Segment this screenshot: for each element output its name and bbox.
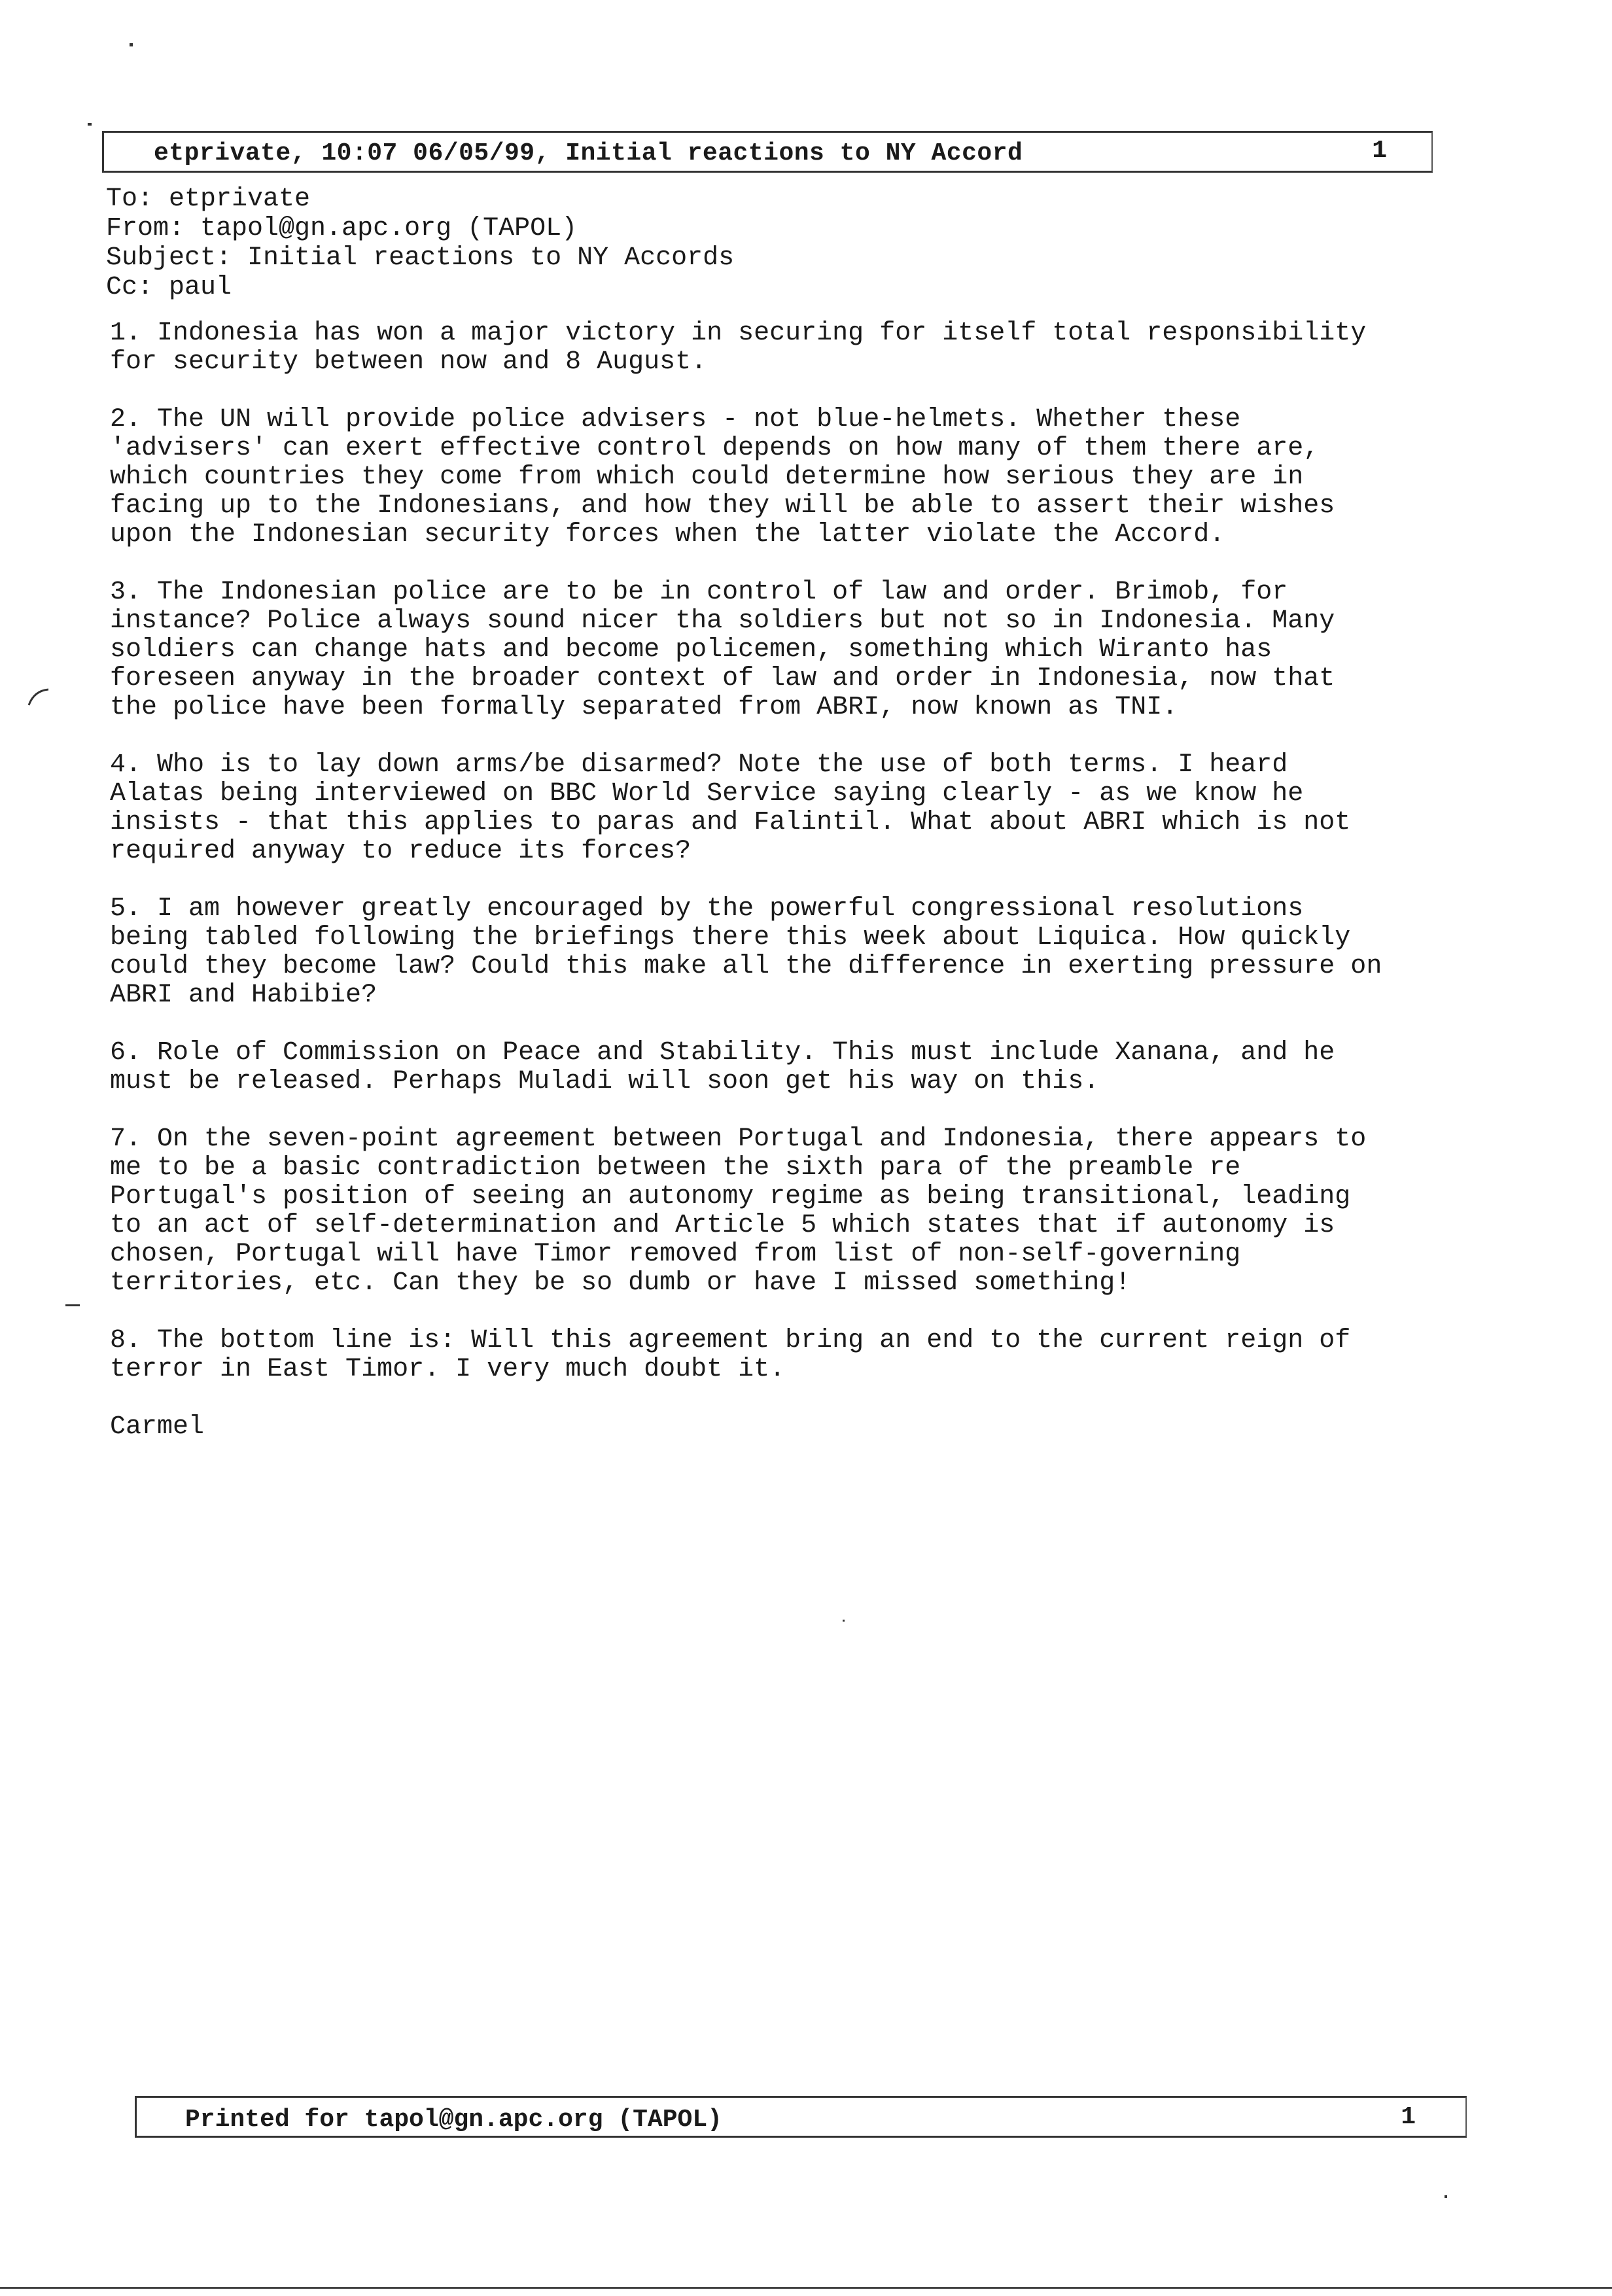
subject-line: Subject: Initial reactions to NY Accords <box>106 243 735 273</box>
signature: Carmel <box>110 1412 205 1442</box>
to-line: To: etprivate <box>106 184 311 214</box>
scan-speck <box>130 43 133 46</box>
body-paragraph-4: 4. Who is to lay down arms/be disarmed? Note the use of both terms. I heard Alatas being interviewed on BBC World Service saying clearly - as we know he insists - that this applies to paras and Falintil. What about ABRI which is not required anyway to reduce its forces? <box>110 750 1351 866</box>
scan-speck <box>88 123 92 126</box>
page-bottom-edge <box>0 2287 1612 2289</box>
body-paragraph-6: 6. Role of Commission on Peace and Stability. This must include Xanana, and he must be released. Perhaps Muladi will soon get his way on this. <box>110 1038 1335 1096</box>
print-footer-box <box>135 2096 1467 2138</box>
header-page-number: 1 <box>1372 137 1387 165</box>
margin-dash-mark <box>65 1304 80 1306</box>
printed-for-label: Printed for tapol@gn.apc.org (TAPOL) <box>185 2106 722 2134</box>
body-paragraph-1: 1. Indonesia has won a major victory in securing for itself total responsibility for security between now and 8 August. <box>110 319 1367 377</box>
message-header-box <box>102 131 1433 173</box>
body-paragraph-5: 5. I am however greatly encouraged by the powerful congressional resolutions being tabled following the briefings there this week about Liquica. How quickly could they become law? Could this make all the difference in exerting pressure on ABRI and Habibie? <box>110 894 1382 1010</box>
margin-pen-mark <box>26 684 52 710</box>
from-line: From: tapol@gn.apc.org (TAPOL) <box>106 214 578 243</box>
cc-line: Cc: paul <box>106 273 232 302</box>
body-paragraph-8: 8. The bottom line is: Will this agreement bring an end to the current reign of terror in East Timor. I very much doubt it. <box>110 1326 1351 1384</box>
body-paragraph-2: 2. The UN will provide police advisers - not blue-helmets. Whether these 'advisers' can exert effective control depends on how many of them there are, which countries they come from which could determine how serious they are in facing up to the Indonesians, and how they will be able to assert their wishes upon the Indonesian security forces when the latter violate the Accord. <box>110 405 1335 549</box>
message-header-title: etprivate, 10:07 06/05/99, Initial reactions to NY Accord <box>154 139 1023 167</box>
email-meta <box>106 184 734 302</box>
body-paragraph-7: 7. On the seven-point agreement between Portugal and Indonesia, there appears to me to be a basic contradiction between the sixth para of the preamble re Portugal's position of seeing an autonomy regime as being transitional, leading to an act of self-determination and Article 5 which states that if autonomy is chosen, Portugal will have Timor removed from list of non-self-governing territories, etc. Can they be so dumb or have I missed something! <box>110 1124 1367 1298</box>
body-paragraph-3: 3. The Indonesian police are to be in control of law and order. Brimob, for instance? Police always sound nicer tha soldiers but not so in Indonesia. Many soldiers can change hats and become policemen, something which Wiranto has foreseen anyway in the broader context of law and order in Indonesia, now that the police have been formally separated from ABRI, now known as TNI. <box>110 578 1335 722</box>
footer-page-number: 1 <box>1401 2103 1416 2131</box>
scan-speck <box>843 1620 845 1622</box>
email-body <box>110 319 1458 1442</box>
scan-speck <box>1445 2195 1447 2198</box>
